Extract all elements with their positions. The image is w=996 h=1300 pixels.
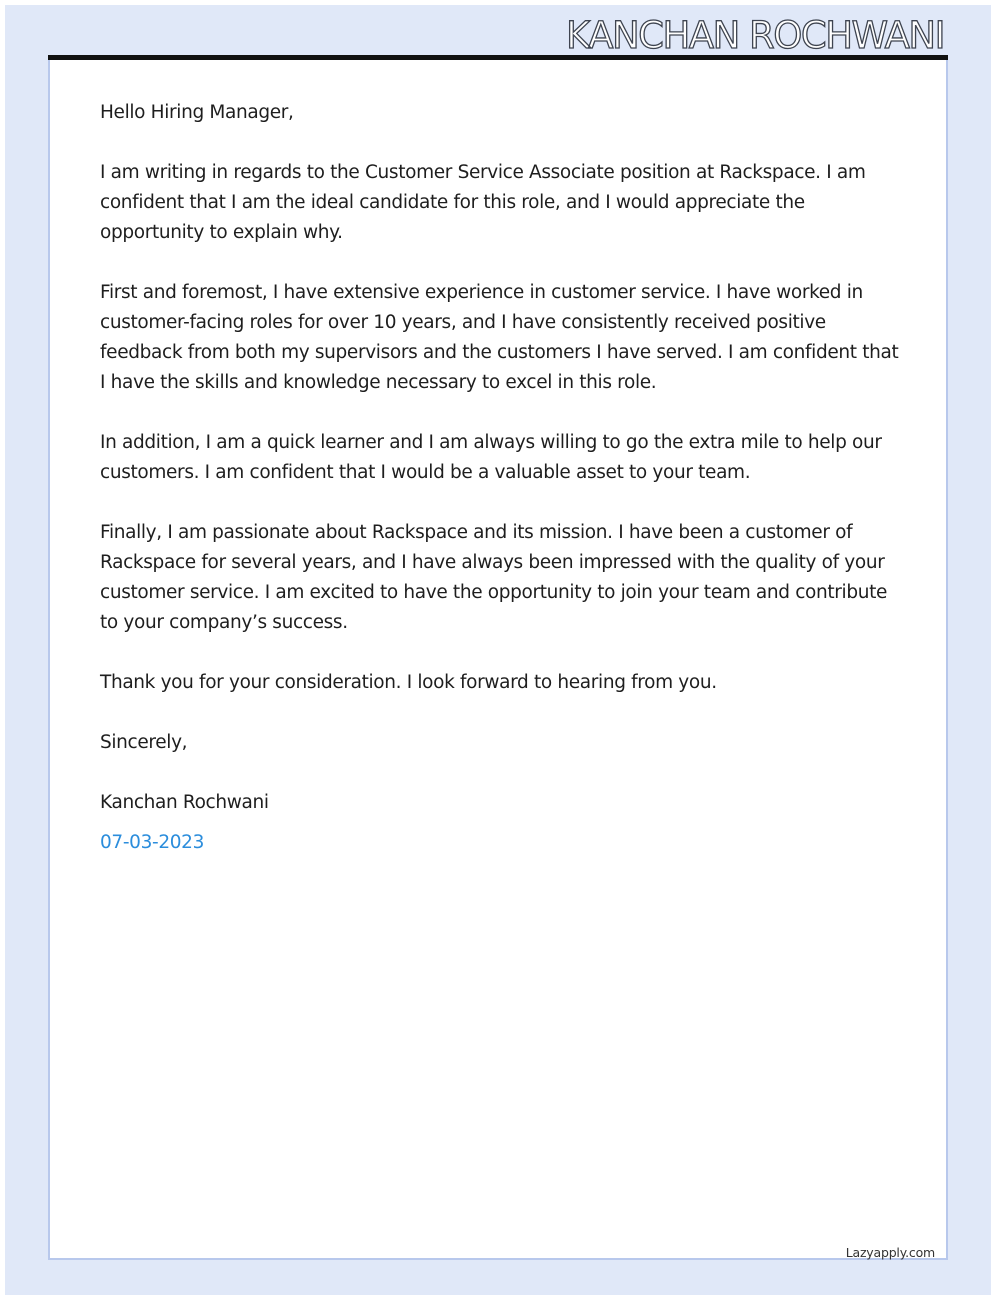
letter-signature: Kanchan Rochwani (100, 792, 269, 813)
letter-paragraph-5: Thank you for your consideration. I look forward to hearing from you. (100, 672, 717, 693)
letter-body (100, 98, 900, 858)
letter-paragraph-4: Finally, I am passionate about Rackspace and its mission. I have been a customer of Rackspace for several years, and I have always been impressed with the quality of your customer service. I am excited to have the opportunity to join your team and contribute to your company’s success. (100, 522, 888, 633)
applicant-name-header: KANCHAN ROCHWANI (566, 14, 944, 57)
letter-date: 07-03-2023 (100, 832, 205, 853)
letter-closing: Sincerely, (100, 732, 188, 753)
letter-paragraph-3: In addition, I am a quick learner and I am always willing to go the extra mile to help our customers. I am confident that I would be a valuable asset to your team. (100, 432, 882, 483)
footer-brand: Lazyapply.com (845, 1245, 935, 1260)
letter-paragraph-1: I am writing in regards to the Customer Service Associate position at Rackspace. I am confident that I am the ideal candidate for this role, and I would appreciate the opportunity to explain why. (100, 162, 866, 243)
letter-greeting: Hello Hiring Manager, (100, 102, 294, 123)
letter-paragraph-2: First and foremost, I have extensive experience in customer service. I have worked in customer-facing roles for over 10 years, and I have consistently received positive feedback from both my supervisors and the customers I have served. I am confident that I have the skills and knowledge necessary to excel in this role. (100, 282, 899, 393)
